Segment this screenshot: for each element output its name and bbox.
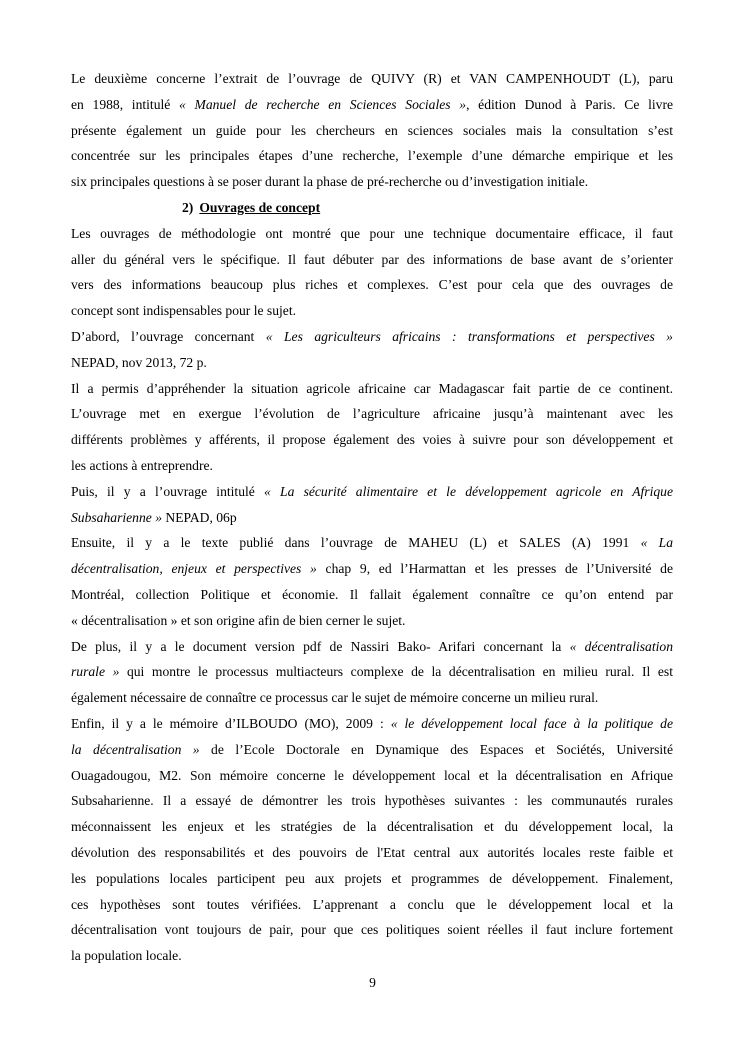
text-line (71, 143, 673, 169)
text-run: vers des informations beaucoup plus riches et complexes. C’est pour cela que des ouvrages de (71, 277, 673, 293)
text-run: les actions à entreprendre. (71, 457, 213, 473)
text-line (71, 763, 673, 789)
text-line (71, 840, 673, 866)
text-run: présente également un guide pour les chercheurs en sciences sociales mais la consultation s’est (71, 122, 673, 138)
text-line (71, 892, 673, 918)
text-line (71, 118, 673, 144)
body-text (71, 66, 673, 969)
text-run: chap 9, ed l’Harmattan et les presses de l’Université de (316, 561, 673, 577)
page-number: 9 (369, 975, 376, 990)
text-line (71, 711, 673, 737)
text-line (71, 556, 673, 582)
text-run: dévolution des responsabilités et des pouvoirs de l'Etat central aux autorités locales reste faible et (71, 844, 673, 860)
text-line (71, 634, 673, 660)
text-run: différents problèmes y afférents, il propose également des voies à suivre pour son développement et (71, 432, 673, 448)
text-line (71, 737, 673, 763)
text-line (71, 427, 673, 453)
text-run: Les ouvrages de méthodologie ont montré que pour une technique documentaire efficace, il faut (71, 225, 673, 241)
text-line (71, 66, 673, 92)
text-line (71, 376, 673, 402)
text-line (71, 582, 673, 608)
italic-title: la décentralisation » (71, 741, 200, 757)
text-run: de l’Ecole Doctorale en Dynamique des Espaces et Sociétés, Université (199, 741, 673, 757)
text-run: Ensuite, il y a le texte publié dans l’ouvrage de MAHEU (L) et SALES (A) 1991 (71, 535, 641, 551)
text-run: également nécessaire de connaître ce processus car le sujet de mémoire concerne un milieu rural. (71, 690, 599, 706)
text-run: Le deuxième concerne l’extrait de l’ouvrage de QUIVY (R) et VAN CAMPENHOUDT (L), paru (71, 71, 673, 86)
text-run: en 1988, intitulé (71, 96, 180, 112)
text-run: Subsaharienne. Il a essayé de démontrer les trois hypothèses suivantes : les communautés rurales (71, 793, 673, 809)
text-line (71, 866, 673, 892)
text-line (71, 324, 673, 350)
text-run: qui montre le processus multiacteurs complexe de la décentralisation en milieu rural. Il est (119, 664, 673, 680)
text-run: NEPAD, 06p (162, 509, 237, 525)
section-heading (71, 195, 673, 221)
text-line (71, 453, 673, 479)
text-line (71, 401, 673, 427)
text-line (71, 221, 673, 247)
text-run: concept sont indispensables pour le sujet. (71, 303, 297, 319)
italic-title: « Manuel de recherche en Sciences Sociales » (179, 96, 467, 112)
text-run: méconnaissent les enjeux et les stratégies de la décentralisation et du développement local, la (71, 819, 673, 835)
italic-title: rurale » (71, 664, 120, 680)
text-line (71, 659, 673, 685)
text-run: Il a permis d’appréhender la situation agricole africaine car Madagascar fait partie de ce continent. (71, 380, 673, 396)
text-run: Montréal, collection Politique et économie. Il fallait également connaître ce qu’on entend par (71, 586, 673, 602)
text-run: la population locale. (71, 948, 182, 964)
text-line (71, 479, 673, 505)
italic-title: « le développement local face à la politique de (390, 715, 673, 731)
text-line (71, 814, 673, 840)
text-run: ces hypothèses sont toutes vérifiées. L’apprenant a conclu que le développement local et la (71, 896, 673, 912)
text-run: décentralisation vont toujours de pair, pour que ces politiques soient réelles il faut inclure fortement (71, 922, 673, 938)
text-run: « décentralisation » et son origine afin de bien cerner le sujet. (71, 612, 406, 628)
text-line (71, 608, 673, 634)
text-line (71, 685, 673, 711)
italic-title: décentralisation, enjeux et perspectives » (71, 561, 317, 577)
text-line (71, 943, 673, 969)
text-line (71, 788, 673, 814)
text-line (71, 298, 673, 324)
text-run: aller du général vers le spécifique. Il faut débuter par des informations de base avant de s’orienter (71, 251, 673, 267)
text-line (71, 169, 673, 195)
italic-title: « La (640, 535, 673, 551)
italic-title: « Les agriculteurs africains : transformations et perspectives » (265, 328, 673, 344)
text-run: les populations locales participent peu aux projets et programmes de développement. Finalement, (71, 870, 673, 886)
section-title: Ouvrages de concept (199, 199, 321, 215)
text-line (71, 530, 673, 556)
text-line (71, 505, 673, 531)
text-run: Puis, il y a l’ouvrage intitulé (71, 483, 265, 499)
text-line (71, 247, 673, 273)
text-run: Enfin, il y a le mémoire d’ILBOUDO (MO), 2009 : (71, 715, 391, 731)
text-line (71, 917, 673, 943)
text-run: concentrée sur les principales étapes d’une recherche, l’exemple d’une démarche empirique et les (71, 148, 673, 164)
italic-title: « La sécurité alimentaire et le développement agricole en Afrique (264, 483, 673, 499)
text-run: De plus, il y a le document version pdf de Nassiri Bako- Arifari concernant la (71, 638, 570, 654)
italic-title: « décentralisation (569, 638, 673, 654)
section-number: 2) (182, 199, 194, 215)
text-run: NEPAD, nov 2013, 72 p. (71, 354, 207, 370)
text-line (71, 272, 673, 298)
text-line (71, 350, 673, 376)
text-run: L’ouvrage met en exergue l’évolution de l’agriculture africaine jusqu’à maintenant avec les (71, 406, 673, 422)
text-run: D’abord, l’ouvrage concernant (71, 328, 266, 344)
text-run: six principales questions à se poser durant la phase de pré-recherche ou d’investigation initiale. (71, 174, 589, 190)
italic-title: Subsaharienne » (71, 509, 162, 525)
text-run: , édition Dunod à Paris. Ce livre (466, 96, 673, 112)
text-run: Ouagadougou, M2. Son mémoire concerne le développement local et la décentralisation en Afrique (71, 767, 673, 783)
text-line (71, 92, 673, 118)
